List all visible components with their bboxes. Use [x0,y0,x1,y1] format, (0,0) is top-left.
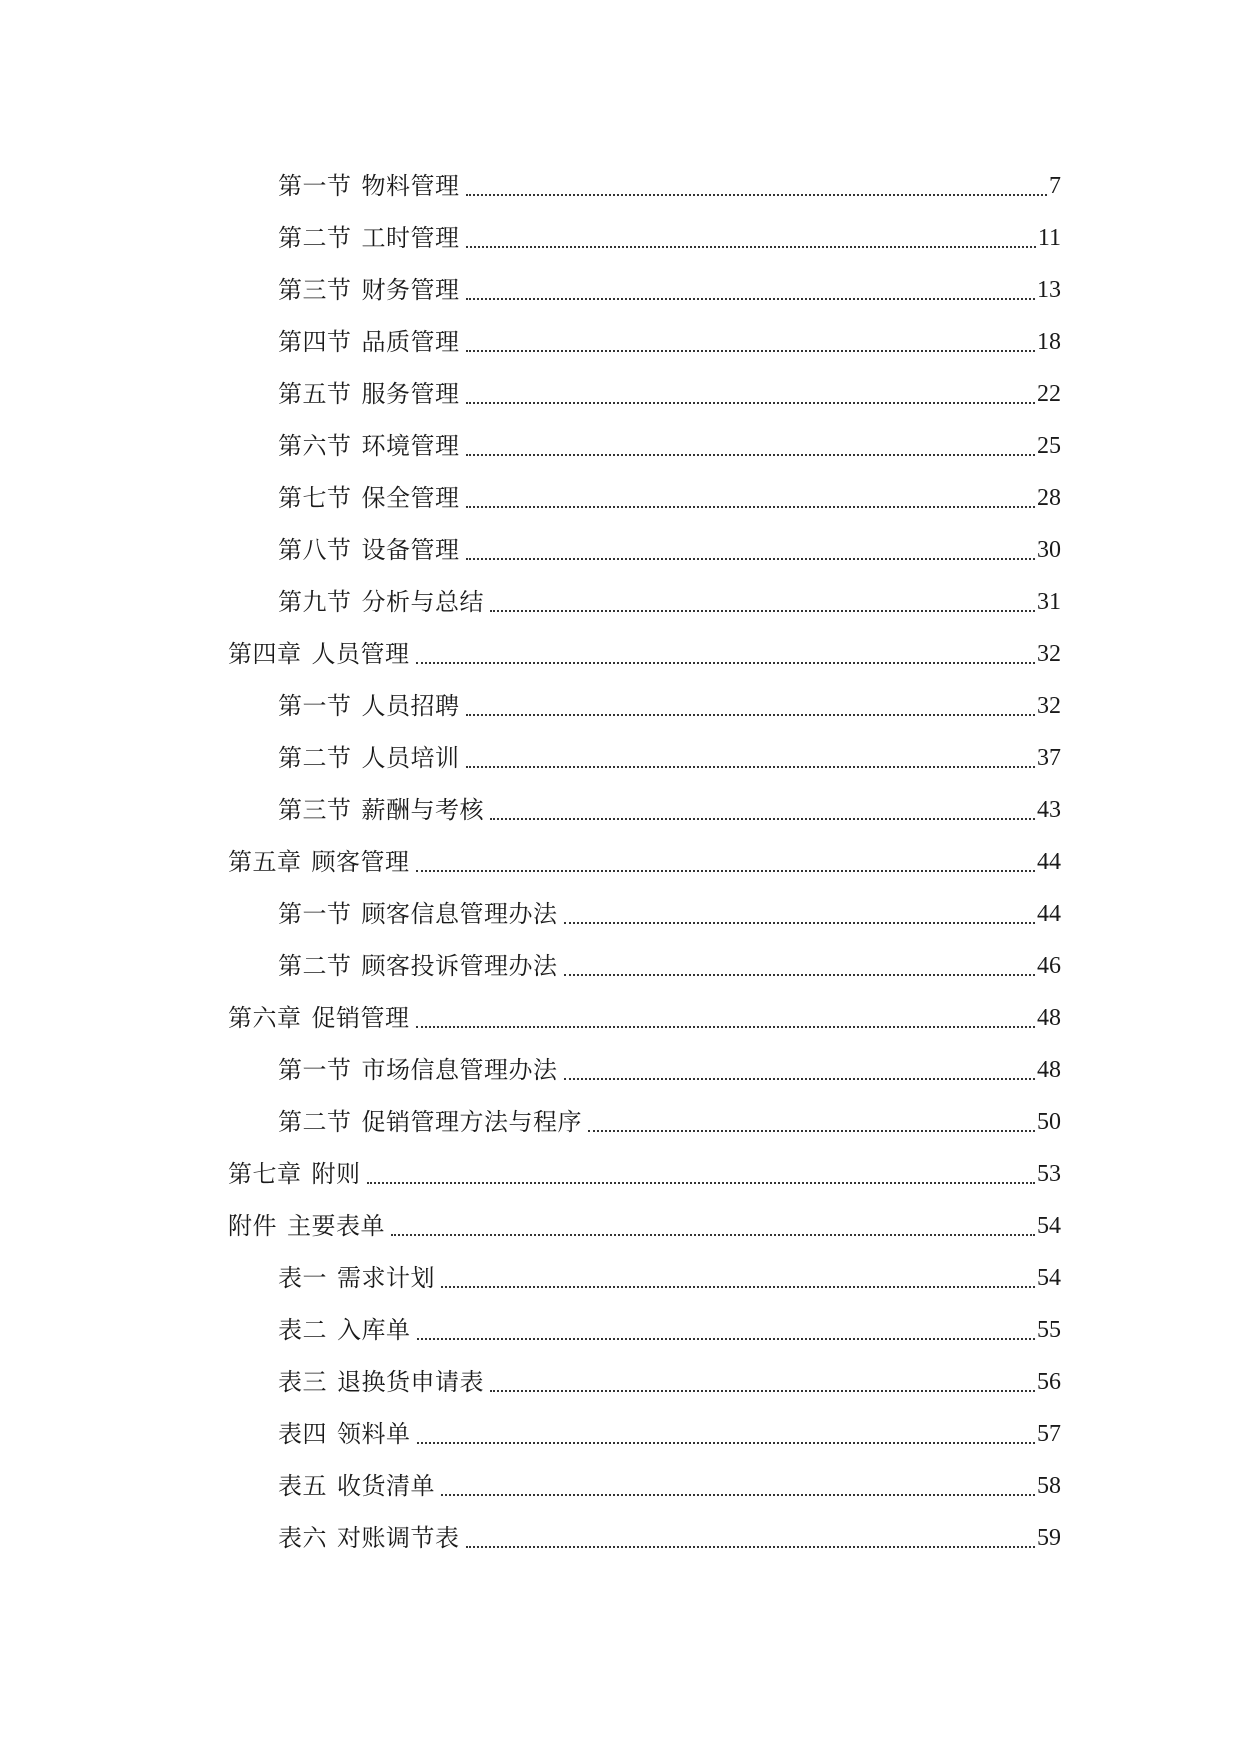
toc-entry-label [228,1211,385,1241]
toc-entry-label [278,1419,411,1449]
toc-entry-number: 第四章 [228,640,302,668]
toc-section-entry[interactable] [0,1460,1241,1512]
toc-page-number: 11 [1037,225,1061,251]
toc-dot-leader [564,974,1036,976]
toc-section-entry[interactable] [0,732,1241,784]
toc-section-entry[interactable] [0,316,1241,368]
toc-dot-leader [564,1078,1036,1080]
toc-entry-title: 收货清单 [337,1472,435,1500]
toc-dot-leader [417,1442,1036,1444]
toc-chapter-entry[interactable] [0,628,1241,680]
toc-dot-leader [564,922,1036,924]
toc-entry-title: 需求计划 [337,1264,435,1292]
toc-dot-leader [466,558,1036,560]
toc-entry-title: 领料单 [337,1420,411,1448]
toc-chapter-entry[interactable] [0,1148,1241,1200]
toc-entry-number: 第一节 [278,900,352,928]
toc-page-number: 44 [1037,849,1061,875]
toc-entry-number: 表六 [278,1524,327,1552]
toc-entry-title: 入库单 [337,1316,411,1344]
toc-entry-title: 服务管理 [361,380,460,408]
toc-page-number: 56 [1037,1369,1061,1395]
toc-entry-number: 第一节 [278,172,352,200]
toc-entry-title: 人员管理 [311,640,410,668]
toc-entry-label [278,899,558,929]
toc-section-entry[interactable] [0,940,1241,992]
toc-entry-title: 市场信息管理办法 [361,1056,558,1084]
toc-section-entry[interactable] [0,472,1241,524]
toc-page-number: 50 [1037,1109,1061,1135]
toc-entry-number: 第六节 [278,432,352,460]
toc-dot-leader [588,1130,1035,1132]
toc-entry-number: 第一节 [278,1056,352,1084]
toc-entry-title: 顾客投诉管理办法 [361,952,558,980]
toc-dot-leader [367,1182,1036,1184]
toc-section-entry[interactable] [0,888,1241,940]
toc-entry-title: 顾客管理 [311,848,410,876]
toc-entry-label [228,639,410,669]
toc-entry-title: 促销管理 [311,1004,410,1032]
toc-entry-label [278,535,460,565]
toc-dot-leader [490,818,1035,820]
toc-page-number: 58 [1037,1473,1061,1499]
toc-entry-number: 第六章 [228,1004,302,1032]
toc-entry-label [278,431,460,461]
toc-dot-leader [466,194,1048,196]
toc-entry-number: 表一 [278,1264,327,1292]
toc-entry-label [278,1263,435,1293]
toc-entry-title: 对账调节表 [337,1524,460,1552]
toc-entry-number: 表五 [278,1472,327,1500]
toc-entry-title: 品质管理 [361,328,460,356]
toc-page-number: 57 [1037,1421,1061,1447]
toc-section-entry[interactable] [0,160,1241,212]
toc-entry-label [278,691,460,721]
toc-entry-title: 物料管理 [361,172,460,200]
toc-section-entry[interactable] [0,420,1241,472]
toc-entry-label [278,587,484,617]
toc-dot-leader [466,766,1036,768]
toc-dot-leader [391,1234,1035,1236]
toc-entry-number: 第三节 [278,796,352,824]
toc-dot-leader [466,298,1036,300]
toc-entry-label [228,1159,361,1189]
toc-section-entry[interactable] [0,680,1241,732]
toc-dot-leader [416,1026,1036,1028]
toc-page-number: 54 [1037,1265,1061,1291]
toc-entry-title: 环境管理 [361,432,460,460]
toc-entry-title: 促销管理方法与程序 [361,1108,582,1136]
toc-section-entry[interactable] [0,1408,1241,1460]
toc-section-entry[interactable] [0,1096,1241,1148]
toc-page-number: 54 [1037,1213,1061,1239]
toc-page-number: 13 [1037,277,1061,303]
toc-section-entry[interactable] [0,368,1241,420]
toc-entry-title: 分析与总结 [361,588,484,616]
toc-entry-label [228,1003,410,1033]
toc-page-number: 30 [1037,537,1061,563]
toc-dot-leader [466,506,1036,508]
toc-entry-title: 退换货申请表 [337,1368,484,1396]
toc-page-number: 55 [1037,1317,1061,1343]
toc-dot-leader [466,402,1036,404]
toc-section-entry[interactable] [0,784,1241,836]
toc-section-entry[interactable] [0,264,1241,316]
toc-page-number: 46 [1037,953,1061,979]
toc-page-number: 32 [1037,641,1061,667]
toc-page-number: 44 [1037,901,1061,927]
toc-section-entry[interactable] [0,1252,1241,1304]
toc-entry-number: 第八节 [278,536,352,564]
toc-entry-label [278,743,460,773]
toc-entry-title: 主要表单 [287,1212,385,1240]
toc-entry-label [278,275,460,305]
toc-entry-title: 人员招聘 [361,692,460,720]
toc-entry-number: 表三 [278,1368,327,1396]
toc-dot-leader [466,714,1036,716]
toc-dot-leader [466,454,1036,456]
toc-entry-number: 第二节 [278,952,352,980]
toc-page-number: 25 [1037,433,1061,459]
toc-entry-label [278,379,460,409]
table-of-contents [0,160,1241,1564]
toc-entry-number: 第二节 [278,1108,352,1136]
toc-dot-leader [466,1546,1036,1548]
toc-section-entry[interactable] [0,212,1241,264]
toc-entry-label [228,847,410,877]
toc-entry-label [278,483,460,513]
toc-entry-number: 第三节 [278,276,352,304]
toc-entry-label [278,1471,435,1501]
toc-section-entry[interactable] [0,576,1241,628]
toc-entry-title: 工时管理 [361,224,460,252]
toc-entry-number: 第七节 [278,484,352,512]
toc-entry-number: 第五节 [278,380,352,408]
toc-entry-label [278,223,460,253]
toc-page-number: 53 [1037,1161,1061,1187]
toc-dot-leader [490,610,1035,612]
toc-entry-title: 附则 [311,1160,361,1188]
toc-entry-number: 第二节 [278,224,352,252]
toc-entry-label [278,951,558,981]
toc-entry-number: 第二节 [278,744,352,772]
toc-entry-number: 第九节 [278,588,352,616]
toc-page-number: 59 [1037,1525,1061,1551]
toc-section-entry[interactable] [0,524,1241,576]
toc-entry-number: 表四 [278,1420,327,1448]
toc-dot-leader [490,1390,1035,1392]
toc-entry-title: 财务管理 [361,276,460,304]
toc-entry-label [278,1055,558,1085]
toc-chapter-entry[interactable] [0,1200,1241,1252]
toc-page-number: 18 [1037,329,1061,355]
toc-entry-title: 人员培训 [361,744,460,772]
toc-dot-leader [441,1494,1035,1496]
toc-entry-number: 表二 [278,1316,327,1344]
toc-page-number: 48 [1037,1057,1061,1083]
toc-section-entry[interactable] [0,1304,1241,1356]
toc-dot-leader [466,246,1036,248]
toc-entry-label [278,1523,460,1553]
toc-dot-leader [466,350,1036,352]
toc-entry-label [278,171,460,201]
toc-entry-number: 第一节 [278,692,352,720]
toc-section-entry[interactable] [0,1356,1241,1408]
toc-section-entry[interactable] [0,1044,1241,1096]
toc-page-number: 32 [1037,693,1061,719]
toc-dot-leader [416,870,1036,872]
toc-entry-label [278,795,484,825]
toc-chapter-entry[interactable] [0,992,1241,1044]
toc-entry-title: 设备管理 [361,536,460,564]
toc-entry-label [278,1367,484,1397]
toc-dot-leader [417,1338,1036,1340]
toc-page-number: 37 [1037,745,1061,771]
toc-entry-number: 第七章 [228,1160,302,1188]
toc-page-number: 28 [1037,485,1061,511]
toc-section-entry[interactable] [0,1512,1241,1564]
toc-page-number: 7 [1049,173,1061,199]
toc-page-number: 48 [1037,1005,1061,1031]
toc-dot-leader [441,1286,1035,1288]
toc-entry-number: 第四节 [278,328,352,356]
toc-chapter-entry[interactable] [0,836,1241,888]
toc-page-number: 22 [1037,381,1061,407]
toc-page-number: 43 [1037,797,1061,823]
toc-entry-title: 顾客信息管理办法 [361,900,558,928]
toc-dot-leader [416,662,1036,664]
toc-entry-label [278,1107,582,1137]
toc-entry-number: 附件 [228,1212,277,1240]
toc-entry-label [278,327,460,357]
toc-entry-number: 第五章 [228,848,302,876]
toc-entry-label [278,1315,411,1345]
toc-page-number: 31 [1037,589,1061,615]
toc-entry-title: 保全管理 [361,484,460,512]
toc-entry-title: 薪酬与考核 [361,796,484,824]
